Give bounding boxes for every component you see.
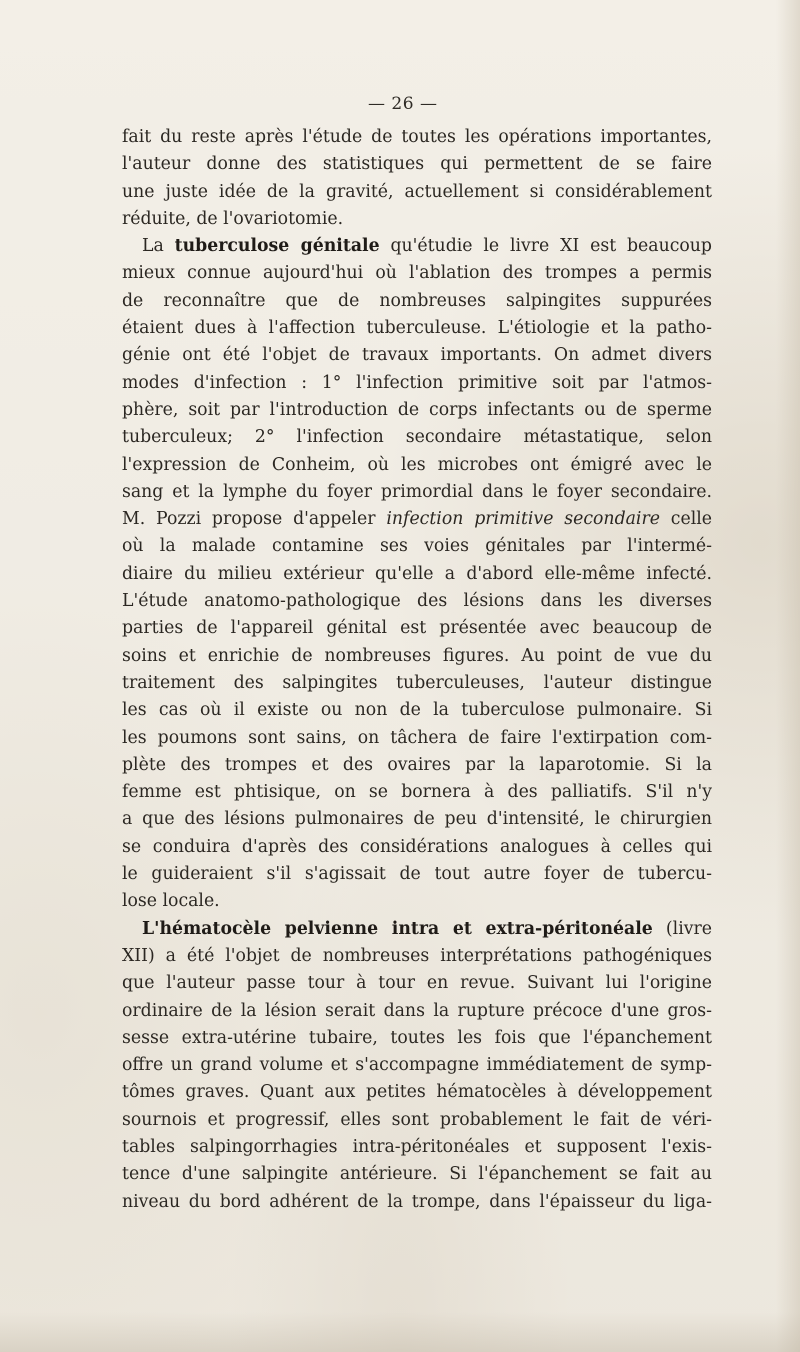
text-line: tables salpingorrhagies intra-péritonéales et supposent l'exis-: [122, 1136, 712, 1157]
text-line: parties de l'appareil génital est présentée avec beaucoup de: [122, 618, 712, 639]
text-line: soins et enrichie de nombreuses figures. Au point de vue du: [122, 645, 712, 666]
text-line: de reconnaître que de nombreuses salpingites suppurées: [122, 290, 712, 311]
text-line: L'étude anatomo-pathologique des lésions dans les diverses: [122, 591, 712, 612]
text-line: traitement des salpingites tuberculeuses, l'auteur distingue: [122, 672, 712, 693]
text-line: que l'auteur passe tour à tour en revue. Suivant lui l'origine: [122, 973, 712, 994]
text-line: une juste idée de la gravité, actuellement si considérablement: [122, 181, 712, 202]
text-line: le guideraient s'il s'agissait de tout autre foyer de tubercu-: [122, 864, 712, 885]
text-segment: M. Pozzi propose d'appeler: [122, 509, 387, 530]
text-line: femme est phtisique, on se bornera à des palliatifs. S'il n'y: [122, 782, 712, 803]
paragraph-start-tuberculose: [122, 233, 712, 260]
text-line: offre un grand volume et s'accompagne immédiatement de symp-: [122, 1055, 712, 1076]
text-line: mieux connue aujourd'hui où l'ablation des trompes a permis: [122, 263, 712, 284]
paragraph-start-hematocele: [122, 916, 712, 943]
text-line: génie ont été l'objet de travaux importants. On admet divers: [122, 345, 712, 366]
text-segment: qu'étudie le livre XI est beaucoup: [379, 236, 712, 257]
text-line: se conduira d'après des considérations analogues à celles qui: [122, 836, 712, 857]
text-line: l'expression de Conheim, où les microbes ont émigré avec le: [122, 454, 712, 475]
text-segment: La: [142, 236, 175, 257]
text-line: modes d'infection : 1° l'infection primitive soit par l'atmos-: [122, 372, 712, 393]
text-segment: celle: [659, 509, 712, 530]
text-line: lose locale.: [122, 891, 220, 912]
heading-tuberculose-genitale: tuberculose génitale: [174, 236, 380, 257]
text-line-pozzi: [122, 506, 712, 533]
text-line: l'auteur donne des statistiques qui permettent de se faire: [122, 154, 712, 175]
text-line: où la malade contamine ses voies génitales par l'intermé-: [122, 536, 712, 557]
page-edge-shadow: [776, 0, 800, 1352]
italic-term: infection primitive secondaire: [386, 509, 660, 530]
text-line: tômes graves. Quant aux petites hématocèles à développement: [122, 1082, 712, 1103]
body-text: [122, 124, 712, 1216]
text-segment: (livre: [652, 918, 712, 939]
text-line: phère, soit par l'introduction de corps infectants ou de sperme: [122, 399, 712, 420]
page-bottom-shadow: [0, 1312, 800, 1352]
text-line: réduite, de l'ovariotomie.: [122, 208, 344, 229]
text-line: fait du reste après l'étude de toutes les opérations importantes,: [122, 127, 712, 147]
heading-hematocele-pelvienne: L'hématocèle pelvienne intra et extra-péritonéale: [142, 918, 653, 939]
text-line: a que des lésions pulmonaires de peu d'intensité, le chirurgien: [122, 809, 712, 830]
text-line: ordinaire de la lésion serait dans la rupture précoce d'une gros-: [122, 1000, 712, 1021]
text-line: tuberculeux; 2° l'infection secondaire métastatique, selon: [122, 427, 712, 448]
text-line: sesse extra-utérine tubaire, toutes les fois que l'épanchement: [122, 1027, 712, 1048]
text-line: niveau du bord adhérent de la trompe, dans l'épaisseur du liga-: [122, 1191, 712, 1212]
text-line: diaire du milieu extérieur qu'elle a d'abord elle-même infecté.: [122, 563, 712, 584]
text-line: sournois et progressif, elles sont probablement le fait de véri-: [122, 1109, 712, 1130]
page-number: — 26 —: [368, 94, 438, 114]
text-line: XII) a été l'objet de nombreuses interprétations pathogéniques: [122, 945, 712, 966]
text-line: sang et la lymphe du foyer primordial dans le foyer secondaire.: [122, 481, 712, 502]
text-line: les poumons sont sains, on tâchera de faire l'extirpation com-: [122, 727, 712, 748]
text-line: étaient dues à l'affection tuberculeuse. L'étiologie et la patho-: [122, 318, 712, 339]
text-line: tence d'une salpingite antérieure. Si l'épanchement se fait au: [122, 1164, 712, 1185]
text-line: les cas où il existe ou non de la tuberculose pulmonaire. Si: [122, 700, 712, 721]
text-line: plète des trompes et des ovaires par la laparotomie. Si la: [122, 754, 712, 775]
